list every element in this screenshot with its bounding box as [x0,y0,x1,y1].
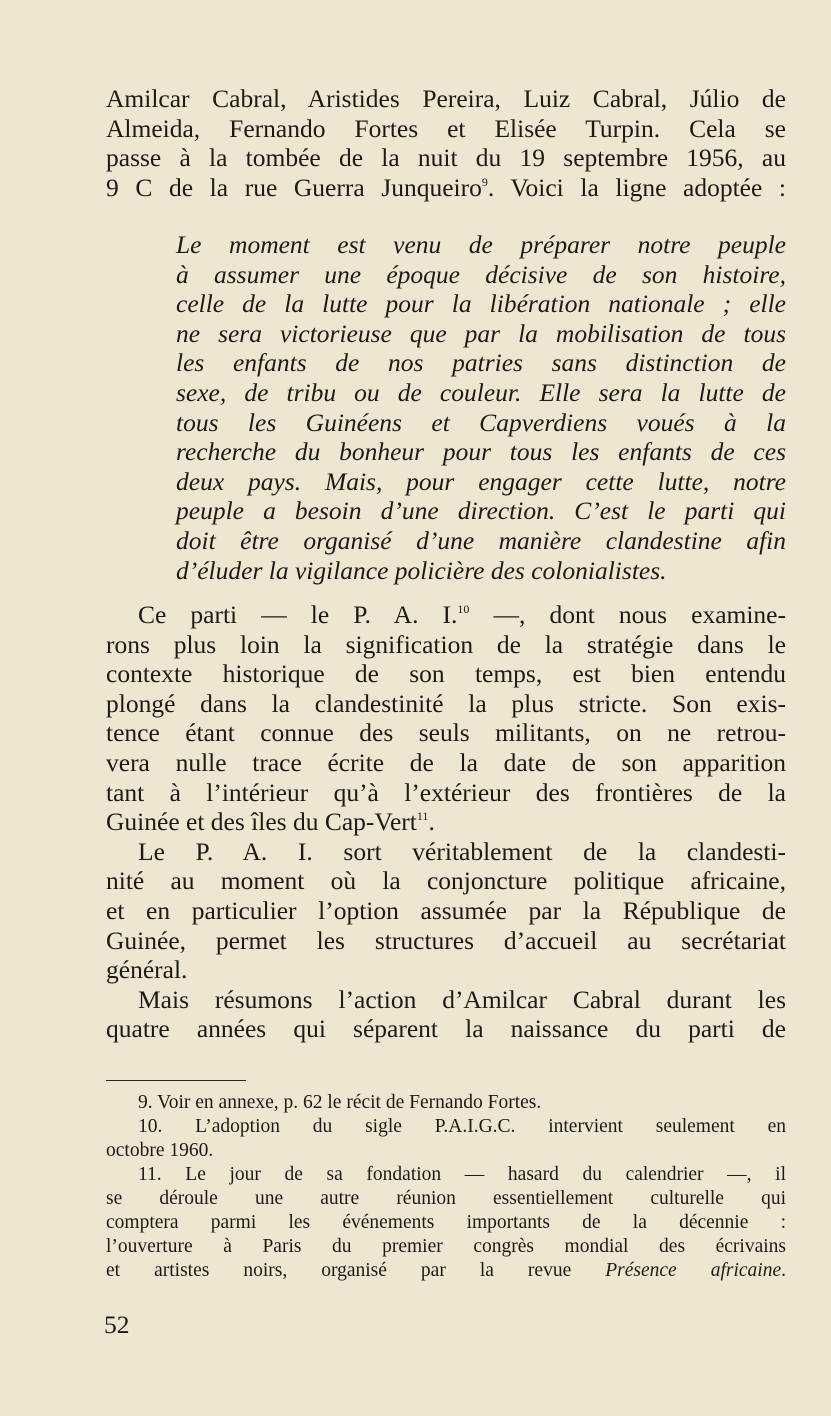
text-line: Le P. A. I. sort véritablement de la clandesti- [138,836,786,866]
footnote-11: 11. Le jour de sa fondation — hasard du calendrier —, il [138,1164,786,1185]
text-segment: 9 C de la rue Guerra Junqueiro [106,172,482,202]
text-line: passe à la tombée de la nuit du 19 septembre 1956, au [106,143,786,173]
footnote-ref-9[interactable]: 9 [481,174,488,189]
quote-line: à assumer une époque décisive de son histoire, [176,259,786,289]
text-line: Mais résumons l’action d’Amilcar Cabral durant les [138,984,786,1014]
footnote-ref-10[interactable]: 10 [457,602,470,616]
quoted-resolution [106,230,786,585]
text-segment: Guinée et des îles du Cap-Vert [106,807,417,837]
text-line: Guinée, permet les structures d’accueil au secrétariat [106,925,786,955]
footnotes [106,1091,786,1283]
quote-line: d’éluder la vigilance policière des colonialistes. [176,555,667,585]
text-line: tence étant connue des seuls militants, on ne retrou- [106,718,786,748]
text-line: plongé dans la clandestinité la plus stricte. Son exis- [106,688,786,718]
footnote-11-cont: se déroule une autre réunion essentiellement culturelle qui [106,1188,786,1209]
body-text [106,600,786,1044]
text-segment: . [428,807,435,837]
text-line: Amilcar Cabral, Aristides Pereira, Luiz Cabral, Júlio de [106,84,786,113]
text-segment: . [781,1260,786,1281]
text-line: tant à l’intérieur qu’à l’extérieur des frontières de la [106,777,786,807]
intro-paragraph [106,84,786,202]
quote-line: peuple a besoin d’une direction. C’est le parti qui [176,496,786,526]
text-line: quatre années qui séparent la naissance du parti de [106,1014,786,1044]
quote-line: Le moment est venu de préparer notre peuple [176,230,786,259]
text-line: Almeida, Fernando Fortes et Elisée Turpin. Cela se [106,113,786,143]
footnote-9: 9. Voir en annexe, p. 62 le récit de Fernando Fortes. [138,1092,542,1113]
footnote-11-cont: l’ouverture à Paris du premier congrès mondial des écrivains [106,1236,786,1257]
quote-line: sexe, de tribu ou de couleur. Elle sera la lutte de [176,377,786,407]
footnote-10-cont: octobre 1960. [106,1140,214,1161]
text-segment: et artistes noirs, organisé par la revue [106,1260,606,1281]
text-line: vera nulle trace écrite de la date de son apparition [106,747,786,777]
quote-line: ne sera victorieuse que par la mobilisation de tous [176,318,786,348]
text-line [106,173,786,203]
text-line: et en particulier l’option assumée par la République de [106,895,786,925]
text-segment: —, dont nous examine- [469,600,786,629]
text-line: contexte historique de son temps, est bien entendu [106,659,786,689]
quote-line: recherche du bonheur pour tous les enfants de ces [176,437,786,467]
text-line: nité au moment où la conjoncture politique africaine, [106,866,786,896]
journal-title: Présence africaine [605,1260,782,1281]
text-line [106,600,786,630]
text-segment: Ce parti — le P. A. I. [138,600,458,629]
text-line: général. [106,955,188,985]
text-line [106,807,786,837]
quote-line: doit être organisé d’une manière clandestine afin [176,525,786,555]
footnote-11-cont [106,1259,786,1283]
footnote-11-cont: comptera parmi les événements importants de la décennie : [106,1212,786,1233]
text-line: rons plus loin la signification de la stratégie dans le [106,629,786,659]
quote-line: tous les Guinéens et Capverdiens voués à la [176,407,786,437]
quote-line: les enfants de nos patries sans distinction de [176,348,786,378]
footnote-10: 10. L’adoption du sigle P.A.I.G.C. intervient seulement en [138,1116,786,1137]
text-segment: . Voici la ligne adoptée : [487,172,786,202]
quote-line: celle de la lutte pour la libération nationale ; elle [176,289,786,319]
page-number: 52 [104,1310,130,1339]
footnote-separator [106,1080,246,1081]
quote-line: deux pays. Mais, pour engager cette lutte, notre [176,466,786,496]
footnote-ref-11[interactable]: 11 [416,809,429,824]
